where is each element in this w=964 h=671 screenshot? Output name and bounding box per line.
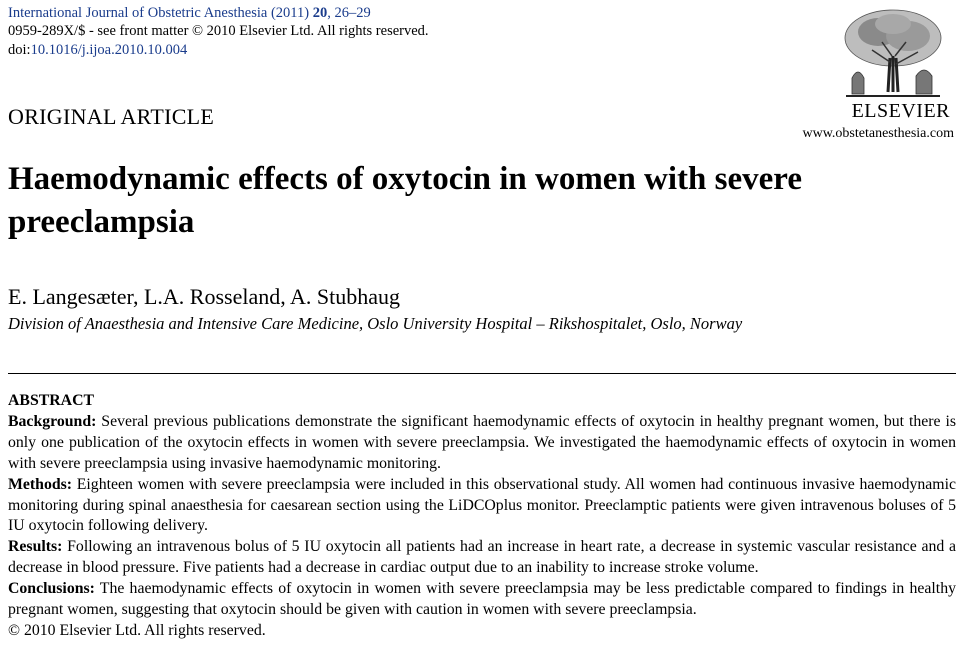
- article-type: ORIGINAL ARTICLE: [8, 104, 215, 129]
- doi-link[interactable]: 10.1016/j.ijoa.2010.10.004: [30, 42, 188, 58]
- results-label: Results:: [8, 538, 63, 556]
- journal-volume: 20: [312, 5, 328, 21]
- abstract-results: [8, 537, 956, 579]
- journal-citation: [8, 5, 371, 22]
- methods-text: Eighteen women with severe preeclampsia were included in this observational study. All women had continuous invasive haemodynamic monitoring during spinal anaesthesia for caesarean section using the LiDCOplus monitor. Preeclamptic patients were given intravenous boluses of 5 IU oxytocin following delivery.: [8, 475, 956, 535]
- background-text: Several previous publications demonstrate the significant haemodynamic effects of oxytocin in healthy pregnant women, but there is only one publication of the oxytocin effects in women with severe preeclampsia. We investigated the haemodynamic effects of oxytocin in women with severe preeclampsia using invasive haemodynamic monitoring.: [8, 412, 956, 472]
- abstract-conclusions: [8, 579, 956, 621]
- conclusions-text: The haemodynamic effects of oxytocin in women with severe preeclampsia may be less predictable compared to findings in healthy pregnant women, suggesting that oxytocin should be given with caution in women with severe preeclampsia.: [8, 580, 956, 619]
- journal-name: International Journal of Obstetric Anesthesia (2011): [8, 5, 313, 21]
- abstract-section: [8, 391, 956, 642]
- section-divider: [8, 373, 956, 374]
- abstract-copyright: © 2010 Elsevier Ltd. All rights reserved.: [8, 621, 266, 639]
- author-list: E. Langesæter, L.A. Rosseland, A. Stubhaug: [8, 284, 401, 309]
- doi-line: [8, 42, 187, 59]
- journal-pages: , 26–29: [327, 5, 371, 21]
- abstract-methods: [8, 475, 956, 538]
- issn-line: 0959-289X/$ - see front matter © 2010 Elsevier Ltd. All rights reserved.: [8, 23, 429, 39]
- journal-website-link[interactable]: www.obstetanesthesia.com: [802, 126, 954, 141]
- article-title: Haemodynamic effects of oxytocin in women with severe preeclampsia: [8, 161, 802, 240]
- abstract-heading: ABSTRACT: [8, 392, 95, 409]
- results-text: Following an intravenous bolus of 5 IU oxytocin all patients had an increase in heart rate, a decrease in systemic vascular resistance and a decrease in blood pressure. Five patients had a decrease in cardiac output due to an inability to increase stroke volume.: [8, 538, 956, 577]
- methods-label: Methods:: [8, 475, 73, 493]
- tree-logo-icon: [838, 6, 948, 102]
- elsevier-wordmark: ELSEVIER: [851, 100, 950, 122]
- conclusions-label: Conclusions:: [8, 580, 95, 598]
- elsevier-logo: [794, 6, 954, 123]
- background-label: Background:: [8, 412, 97, 430]
- abstract-background: [8, 412, 956, 475]
- doi-prefix: doi:: [8, 42, 31, 58]
- author-affiliation: Division of Anaesthesia and Intensive Care Medicine, Oslo University Hospital – Rikshospitalet, Oslo, Norway: [8, 314, 743, 333]
